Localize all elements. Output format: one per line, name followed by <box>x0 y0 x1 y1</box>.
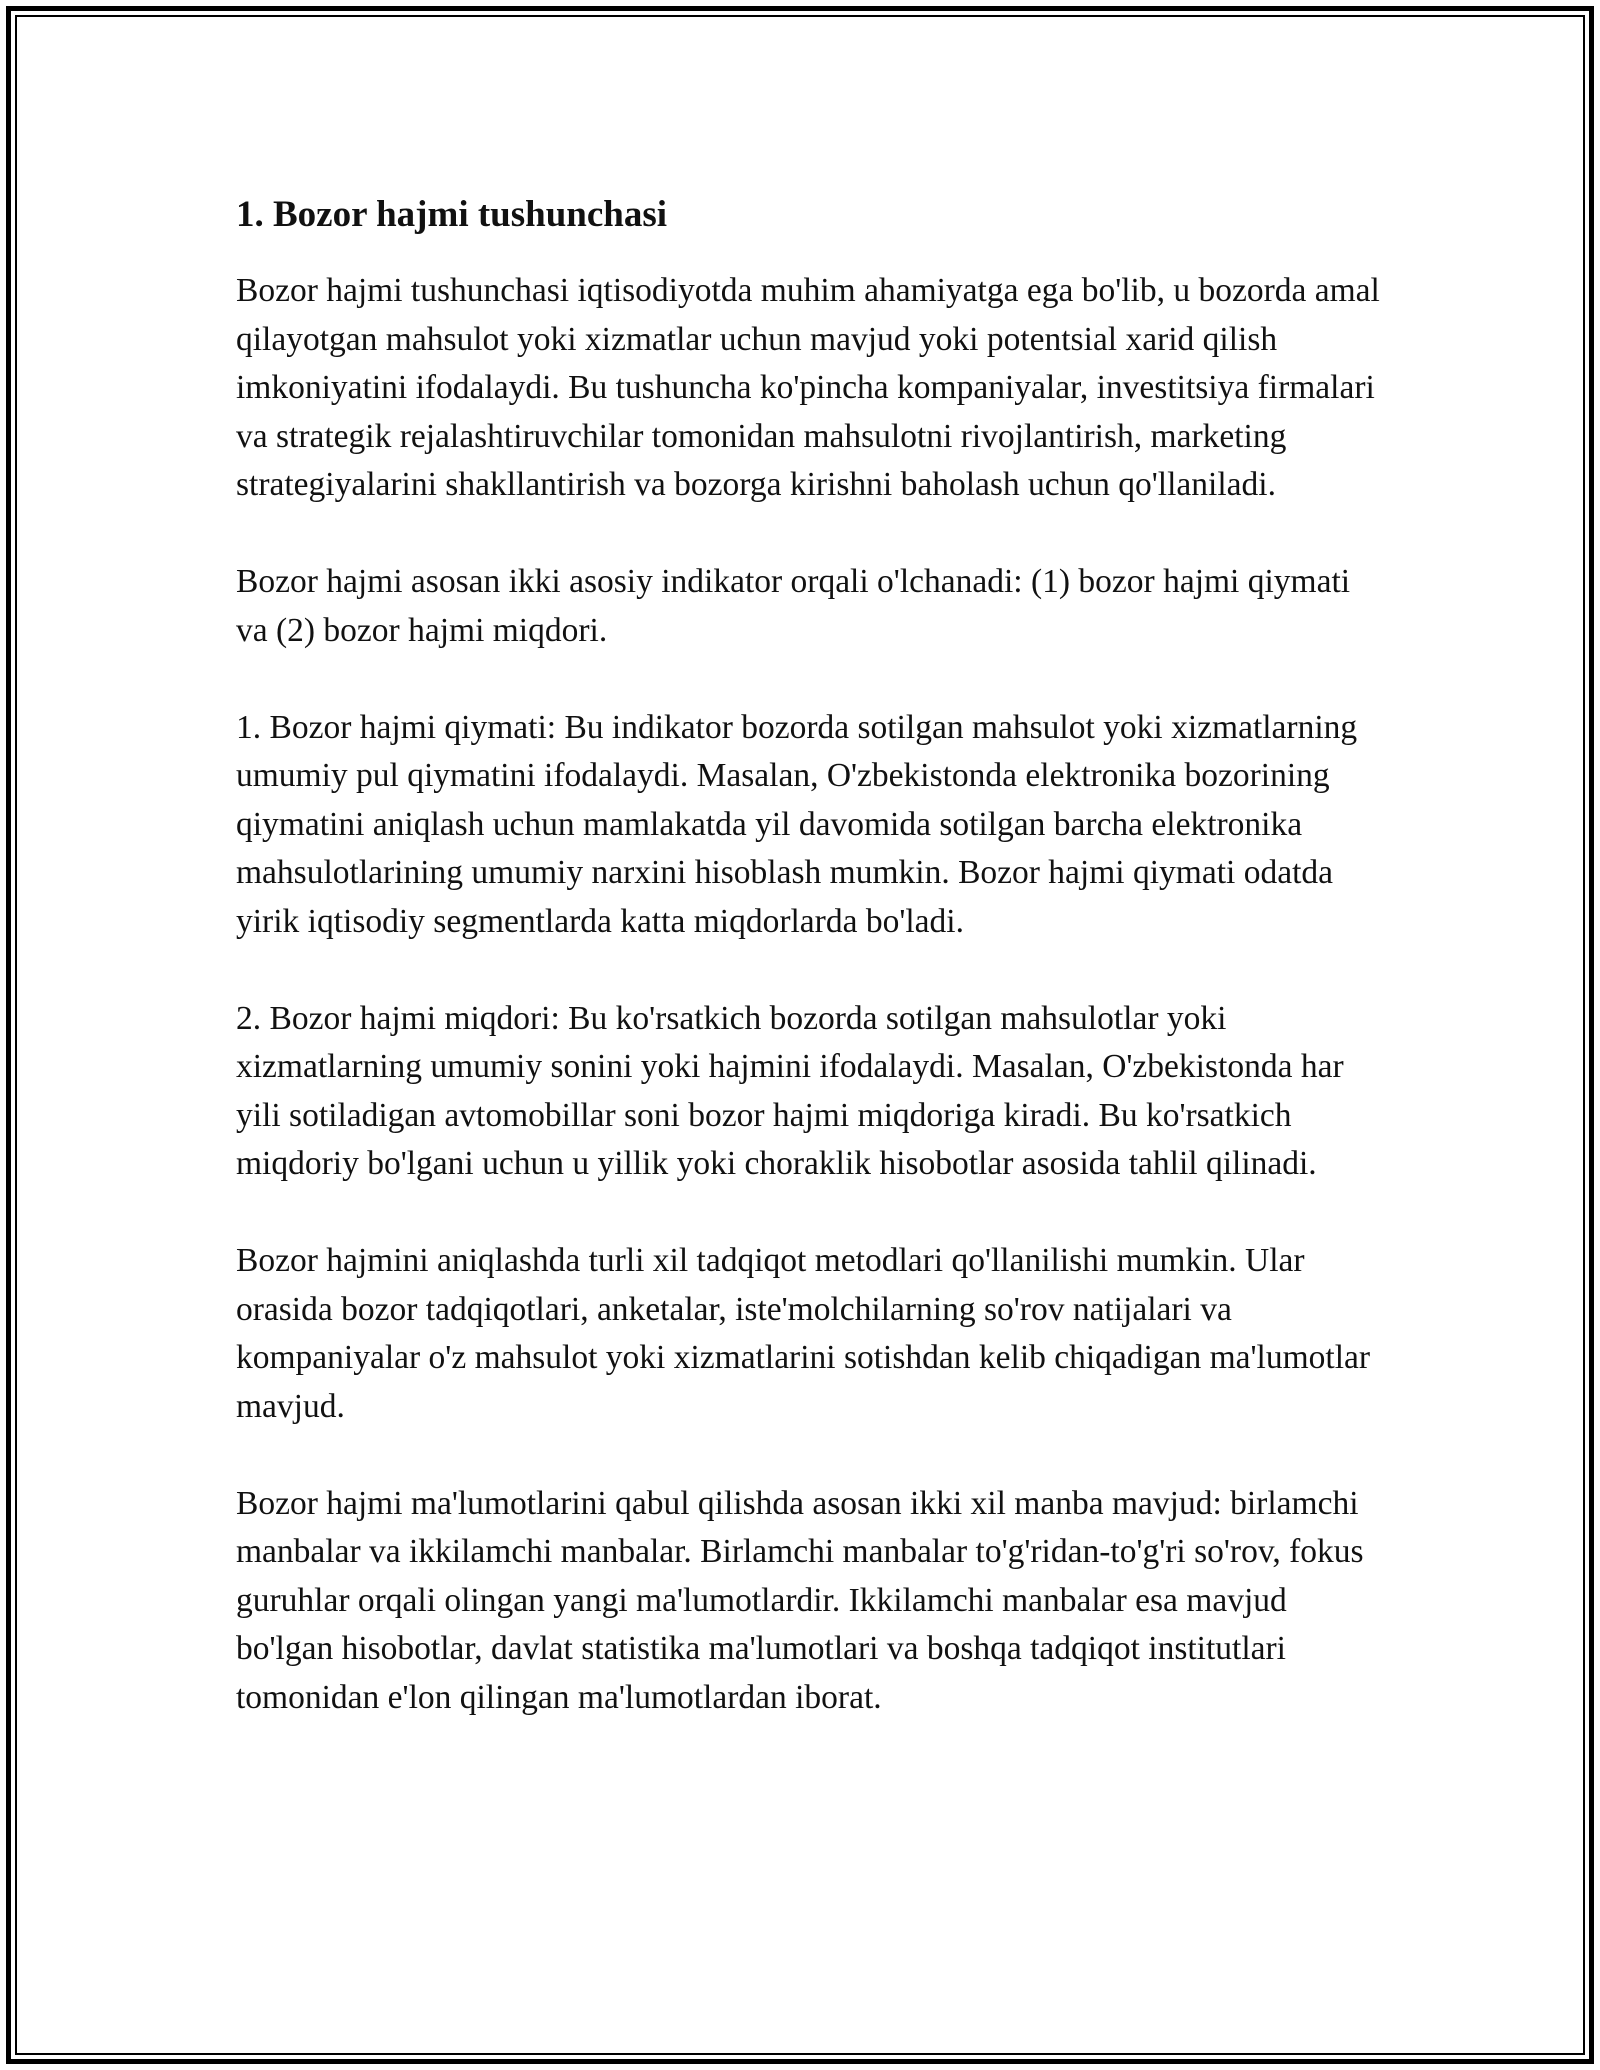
paragraph-value: 1. Bozor hajmi qiymati: Bu indikator bozorda sotilgan mahsulot yoki xizmatlarning umumiy pul qiymatini ifodalaydi. Masalan, O'zbekistonda elektronika bozorining qiymatini aniqlash uchun mamlakatda yil davomida sotilgan barcha elektronika mahsulotlarining umumiy narxini hisoblash mumkin. Bozor hajmi qiymati odatda yirik iqtisodiy segmentlarda katta miqdorlarda bo'ladi. <box>236 708 1358 940</box>
paragraph-methods: Bozor hajmini aniqlashda turli xil tadqiqot metodlari qo'llanilishi mumkin. Ular orasida bozor tadqiqotlari, anketalar, iste'molchilarning so'rov natijalari va kompaniyalar o'z mahsulot yoki xizmatlarini sotishdan kelib chiqadigan ma'lumotlar mavjud. <box>236 1242 1371 1425</box>
paragraph-intro: Bozor hajmi tushunchasi iqtisodiyotda muhim ahamiyatga ega bo'lib, u bozorda amal qilayotgan mahsulot yoki xizmatlar uchun mavjud yoki potentsial xarid qilish imkoniyatini ifodalaydi. Bu tushuncha ko'pincha kompaniyalar, investitsiya firmalari va strategik rejalashtiruvchilar tomonidan mahsulotni rivojlantirish, marketing strategiyalarini shakllantirish va bozorga kirishni baholash uchun qo'llaniladi. <box>236 272 1380 503</box>
paragraph-indicators: Bozor hajmi asosan ikki asosiy indikator orqali o'lchanadi: (1) bozor hajmi qiymati va (2) bozor hajmi miqdori. <box>236 563 1351 649</box>
paragraph-sources: Bozor hajmi ma'lumotlarini qabul qilishda asosan ikki xil manba mavjud: birlamchi manbalar va ikkilamchi manbalar. Birlamchi manbalar to'g'ridan-to'g'ri so'rov, fokus guruhlar orqali olingan yangi ma'lumotlardir. Ikkilamchi manbalar esa mavjud bo'lgan hisobotlar, davlat statistika ma'lumotlari va boshqa tadqiqot institutlari tomonidan e'lon qilingan ma'lumotlardan iborat. <box>236 1484 1364 1716</box>
document-body <box>236 185 1386 1771</box>
section-heading: 1. Bozor hajmi tushunchasi <box>236 194 668 235</box>
paragraph-quantity: 2. Bozor hajmi miqdori: Bu ko'rsatkich bozorda sotilgan mahsulotlar yoki xizmatlarning umumiy sonini yoki hajmini ifodalaydi. Masalan, O'zbekistonda har yili sotiladigan avtomobillar soni bozor hajmi miqdoriga kiradi. Bu ko'rsatkich miqdoriy bo'lgani uchun u yillik yoki choraklik hisobotlar asosida tahlil qilinadi. <box>236 999 1344 1182</box>
